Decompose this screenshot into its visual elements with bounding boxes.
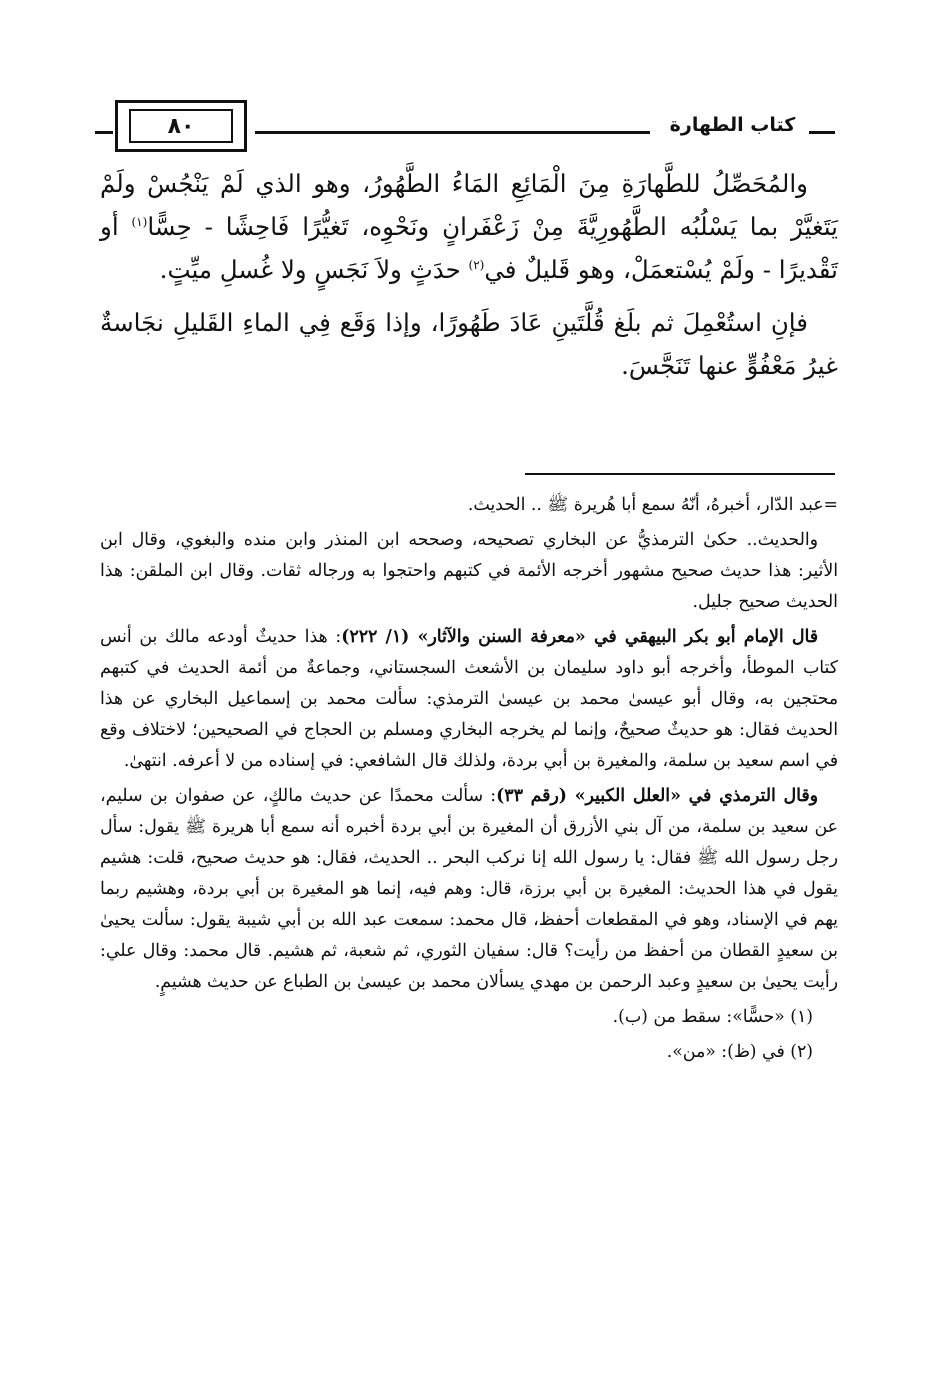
footnote-continuation: =عبد الدّار، أخبرهُ، أنّهُ سمع أبا هُريرة ﷺ .. الحديث. [467, 495, 838, 515]
page-header [95, 100, 835, 156]
citation-source: قال الإمام أبو بكر البيهقي في «معرفة السنن والآثار» (١/ ٢٢٢) [341, 627, 819, 647]
footnotes [100, 490, 838, 1072]
main-paragraph-text: والمُحَصِّلُ للطَّهارَةِ مِنَ الْمَائِعِ المَاءُ الطَّهُورُ، وهو الذي لَمْ يَنْجُسْ ولَمْ يَتَغيَّرْ بما يَسْلُبُه الطَّهُورِيَّةَ مِنْ زَعْفَرانٍ ونَحْوِه، تَغيُّرًا فَاحِشًا - حِسًّا [100, 169, 838, 241]
footnote-note: (٢) في (ظ): «من». [666, 1042, 813, 1062]
footnote-note: (١) «حسًّا»: سقط من (ب). [612, 1007, 813, 1027]
footnote-paragraph [100, 781, 838, 998]
footnote-text: : هذا حديثٌ أودعه مالك بن أنس كتاب الموطأ، وأخرجه أبو داود سليمان بن الأشعث السجستاني، وجماعةٌ من أئمة الحديث في كتبهم محتجين به، وقال أبو عيسىٰ محمد بن عيسىٰ الترمذي: سألت محمد بن إسماعيل البخاري عن هذا الحديث فقال: هو حديثٌ صحيحٌ، وإنما لم يخرجه البخاري ومسلم بن الحجاج في الصحيحين؛ لاختلاف وقع في اسم سعيد بن سلمة، والمغيرة بن أبي بردة، ولذلك قال الشافعي: في إسناده من لا أعرفه. انتهىٰ. [100, 627, 838, 771]
page-number-frame [115, 100, 247, 152]
main-paragraph-text: فإنِ استُعْمِلَ ثم بلَغ قُلَّتَينِ عَادَ طَهُورًا، وإذا وَقَع فِي الماءِ القَليلِ نجَاسةٌ غيرُ مَعْفُوٍّ عنها تَنَجَّسَ. [100, 308, 838, 380]
main-paragraph-text: أو تَقْديرًا - ولَمْ يُسْتعمَلْ، وهو قَليلٌ في [100, 212, 838, 284]
main-paragraph-text: حدَثٍ ولاَ نَجَسٍ ولا غُسلِ ميِّتٍ. [159, 255, 469, 284]
book-title: كتاب الطهارة [669, 114, 796, 136]
citation-source: وقال الترمذي في «العلل الكبير» (رقم ٣٣) [496, 786, 818, 806]
main-paragraph [100, 162, 838, 291]
header-rule-middle [255, 131, 650, 134]
main-paragraph [100, 301, 838, 387]
footnote-paragraph: والحديث.. حكىٰ الترمذيُّ عن البخاري تصحيحه، وصححه ابن المنذر وابن منده والبغوي، وقال ابن الأثير: هذا حديث صحيح مشهور أخرجه الأئمة في كتبهم واحتجوا به ورجاله ثقات. وقال ابن الملقن: هذا الحديث صحيح جليل. [100, 530, 838, 612]
footnote-paragraph [100, 622, 838, 777]
page-number: ٨٠ [129, 109, 233, 143]
footnote-ref: (١) [131, 214, 148, 229]
header-rule-right [809, 131, 835, 134]
main-text [100, 162, 838, 397]
footnote-separator [525, 473, 835, 475]
footnote-ref: (٢) [468, 257, 485, 272]
header-rule-left [95, 131, 113, 134]
footnote-text: : سألت محمدًا عن حديث مالكٍ، عن صفوان بن سليم، عن سعيد بن سلمة، من آل بني الأزرق أن المغيرة بن أبي بردة أخبره أنه سمع أبا هريرة ﷺ يقول: سأل رجل رسول الله ﷺ فقال: يا رسول الله إنا نركب البحر .. الحديث، فقال: هو حديث صحيح، قلت: هشيم يقول في هذا الحديث: المغيرة بن أبي برزة، قال: وهم فيه، إنما هو المغيرة بن أبي بردة، وهشيم ربما يهم في الإسناد، وهو في المقطعات أحفظ، قال محمد: سمعت عبد الله بن أبي شيبة يقول: سألت يحيىٰ بن سعيدٍ القطان من أحفظ من رأيت؟ قال: سفيان الثوري، ثم شعبة، ثم هشيم. قال محمد: وقال علي: رأيت يحيىٰ بن سعيدٍ وعبد الرحمن بن مهدي يسألان محمد بن عيسىٰ بن الطباع عن حديث هشيمٍ. [100, 786, 838, 992]
